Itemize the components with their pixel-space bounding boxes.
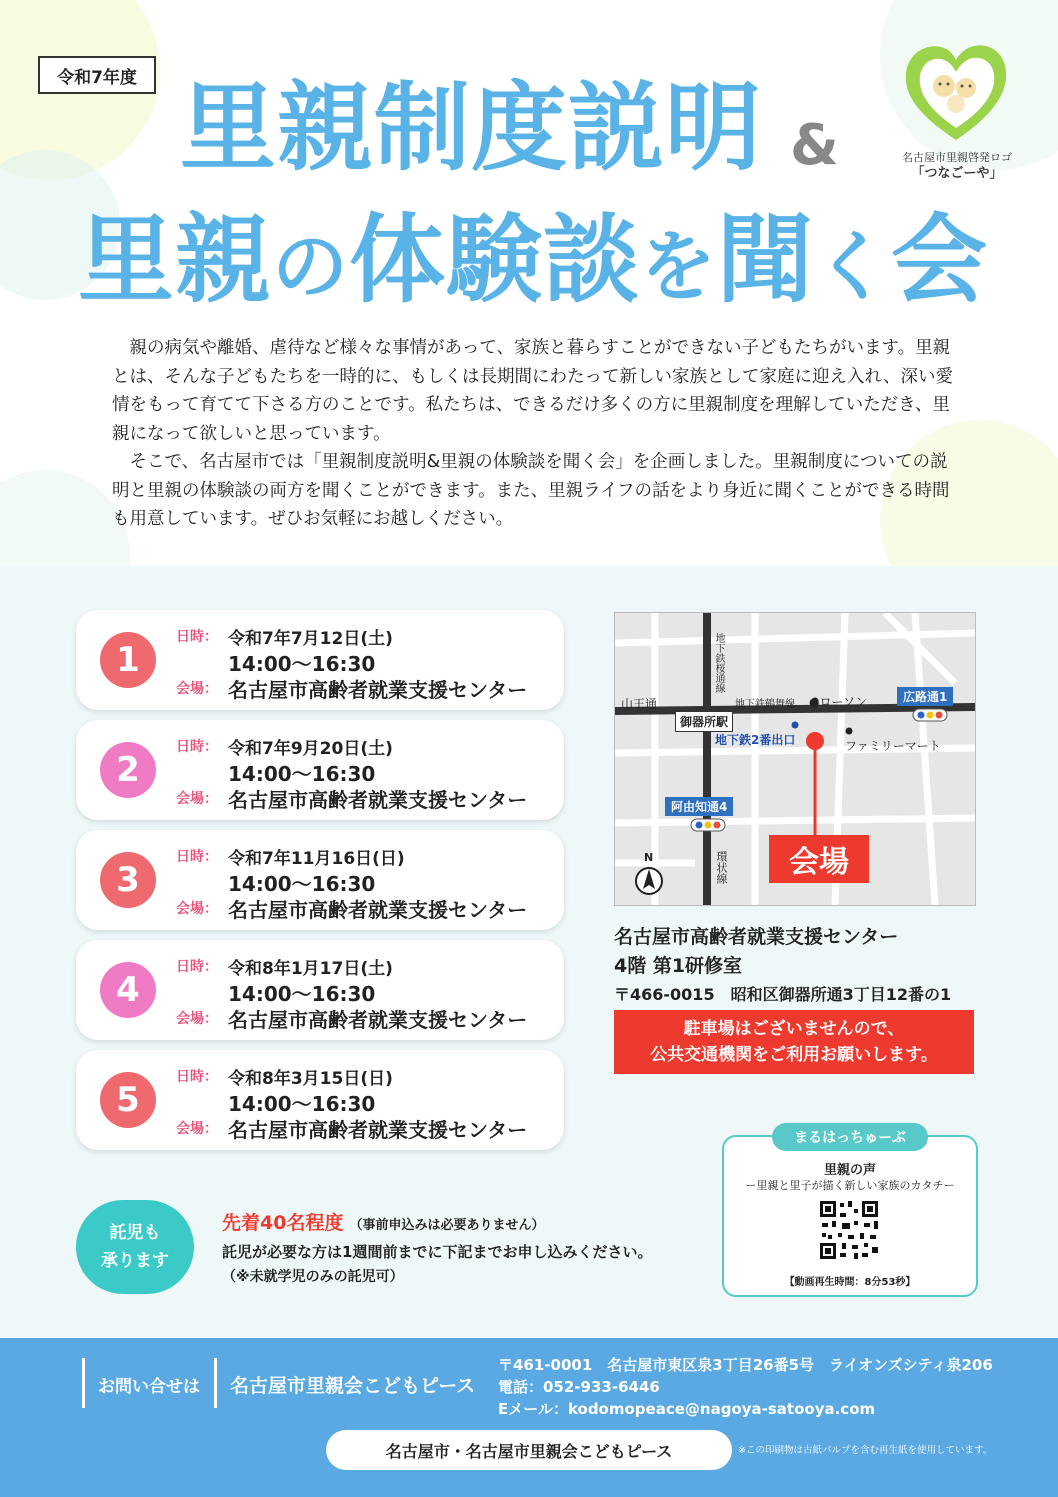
session-date: 令和8年1月17日(土) [228, 959, 393, 979]
session-venue: 名古屋市高齢者就業支援センター [228, 1008, 528, 1032]
organization-email[interactable]: Eメール：kodomopeace@nagoya-satooya.com [498, 1400, 876, 1418]
capacity-sub: （事前申込みは必要ありません） [349, 1218, 545, 1233]
logo-caption [882, 150, 1032, 184]
page-title-line2 [78, 204, 988, 316]
footer-contact [0, 1338, 1058, 1497]
logo-caption-line1: 名古屋市里親啓発ロゴ [902, 151, 1012, 164]
childcare-condition: （※未就学児のみの託児可） [222, 1269, 404, 1285]
map-label-sakuradori-line: 地下鉄桜通線 [713, 633, 724, 693]
intro-paragraph: そこで、名古屋市では「里親制度説明&里親の体験談を聞く会」を企画しました。里親制度についての説明と里親の体験談の両方を聞くことができます。また、里親ライフの話をより身近に聞くことができる時間も用意しています。ぜひお気軽にお越しください。 [112, 452, 950, 529]
title-part: の [272, 222, 349, 311]
intro-text [112, 334, 962, 534]
page-title-line1: 里親制度説明 [180, 72, 762, 184]
session-time: 14:00〜16:30 [228, 762, 376, 786]
organization-name: 名古屋市里親会こどもピース [230, 1375, 476, 1397]
title-part: く [814, 222, 891, 311]
map-label-subway-exit: 地下鉄2番出口 [715, 733, 796, 747]
session-date: 令和7年11月16日(日) [228, 849, 405, 869]
sponsor-label: 名古屋市・名古屋市里親会こどもピース [326, 1430, 732, 1470]
session-venue: 名古屋市高齢者就業支援センター [228, 788, 528, 812]
childcare-badge [76, 1200, 194, 1294]
title-part: 里親 [78, 204, 272, 316]
venue-postal-address: 〒466-0015 昭和区御器所通3丁目12番の1 [614, 985, 952, 1004]
qr-video-title: 里親の声 [823, 1163, 876, 1178]
parking-notice [614, 1010, 974, 1074]
session-number-badge: 1 [100, 632, 156, 688]
venue-label: 会場： [176, 1121, 218, 1137]
organization-phone[interactable]: 電話：052-933-6446 [498, 1378, 660, 1396]
map-label-sannou-road: 山王通 [621, 697, 658, 711]
qr-channel-tag: まるはっちゅーぶ [772, 1123, 928, 1151]
video-qr-box [722, 1130, 978, 1297]
footer-divider [214, 1358, 217, 1408]
session-date: 令和7年7月12日(土) [228, 629, 393, 649]
venue-label: 会場： [176, 791, 218, 807]
venue-label: 会場： [176, 901, 218, 917]
date-label: 日時： [176, 849, 218, 865]
footer-divider [82, 1358, 85, 1408]
session-number-badge: 3 [100, 852, 156, 908]
inquiry-label: お問い合せは [98, 1377, 200, 1397]
session-date: 令和7年9月20日(土) [228, 739, 393, 759]
capacity-info [222, 1208, 722, 1286]
venue-room: 4階 第1研修室 [614, 955, 743, 977]
map-label-gokisho-station: 御器所駅 [675, 711, 733, 732]
tsunagoya-logo-icon [900, 36, 1012, 146]
parking-line2: 公共交通機関をご利用お願いします。 [650, 1045, 938, 1065]
session-venue: 名古屋市高齢者就業支援センター [228, 898, 528, 922]
childcare-application: 託児が必要な方は1週間前までに下記までお申し込みください。 [222, 1243, 653, 1261]
session-venue: 名古屋市高齢者就業支援センター [228, 1118, 528, 1142]
session-time: 14:00〜16:30 [228, 872, 376, 896]
fiscal-year-badge: 令和7年度 [38, 56, 156, 94]
session-number-badge: 4 [100, 962, 156, 1018]
map-label-ayuchidori: 阿由知通4 [665, 797, 733, 816]
session-time: 14:00〜16:30 [228, 1092, 376, 1116]
session-venue: 名古屋市高齢者就業支援センター [228, 678, 528, 702]
map-venue-marker: 会場 [769, 835, 869, 883]
title-part: 会 [891, 204, 988, 316]
venue-name: 名古屋市高齢者就業支援センター [614, 926, 899, 948]
date-label: 日時： [176, 629, 218, 645]
parking-line1: 駐車場はございませんので、 [683, 1019, 905, 1039]
map-label-tsurumai-line: 地下鉄鶴舞線 [735, 699, 795, 710]
title-part: 体験談 [349, 204, 640, 316]
organization-address: 〒461-0001 名古屋市東区泉3丁目26番5号 ライオンズシティ泉206 [498, 1356, 993, 1374]
map-label-familymart: ファミリーマート [845, 739, 941, 753]
session-card-5 [76, 1050, 564, 1150]
date-label: 日時： [176, 739, 218, 755]
venue-label: 会場： [176, 681, 218, 697]
session-date: 令和8年3月15日(日) [228, 1069, 393, 1089]
session-number-badge: 5 [100, 1072, 156, 1128]
title-part: を [640, 222, 717, 311]
venue-address [614, 922, 994, 1005]
session-card-4 [76, 940, 564, 1040]
date-label: 日時： [176, 1069, 218, 1085]
venue-label: 会場： [176, 1011, 218, 1027]
session-time: 14:00〜16:30 [228, 982, 376, 1006]
intro-paragraph: 親の病気や離婚、虐待など様々な事情があって、家族と暮らすことができない子どもたちがいます。里親とは、そんな子どもたちを一時的に、もしくは長期間にわたって新しい家族として家庭に迎え入れ、深い愛情をもって育てて下さる方のことです。私たちは、できるだけ多くの方に里親制度を理解していただき、里親になって欲しいと思っています。 [112, 338, 954, 444]
map-label-lawson: ●ローソン [809, 695, 867, 709]
logo-caption-line2: 「つなごーや」 [911, 166, 1003, 182]
session-card-2 [76, 720, 564, 820]
map-label-kanjosen: 環状線 [715, 851, 728, 884]
title-part: 聞 [717, 204, 814, 316]
session-time: 14:00〜16:30 [228, 652, 376, 676]
recycle-note: ※この印刷物は古紙パルプを含む再生紙を使用しています。 [738, 1445, 993, 1456]
map-label-hirojidori: 広路通1 [897, 687, 953, 706]
map-north-label: N [644, 851, 654, 864]
session-card-1 [76, 610, 564, 710]
childcare-line1: 託児も [109, 1223, 161, 1243]
qr-video-subtitle: ー里親と里子が描く新しい家族のカタチー [745, 1179, 955, 1192]
date-label: 日時： [176, 959, 218, 975]
capacity-main: 先着40名程度 [222, 1212, 344, 1234]
childcare-line2: 承ります [101, 1251, 169, 1271]
qr-code-icon[interactable] [818, 1199, 880, 1261]
session-card-3 [76, 830, 564, 930]
qr-video-duration: 【動画再生時間：8分53秒】 [784, 1277, 916, 1288]
title-ampersand: & [790, 113, 839, 178]
session-number-badge: 2 [100, 742, 156, 798]
venue-map [614, 612, 976, 906]
